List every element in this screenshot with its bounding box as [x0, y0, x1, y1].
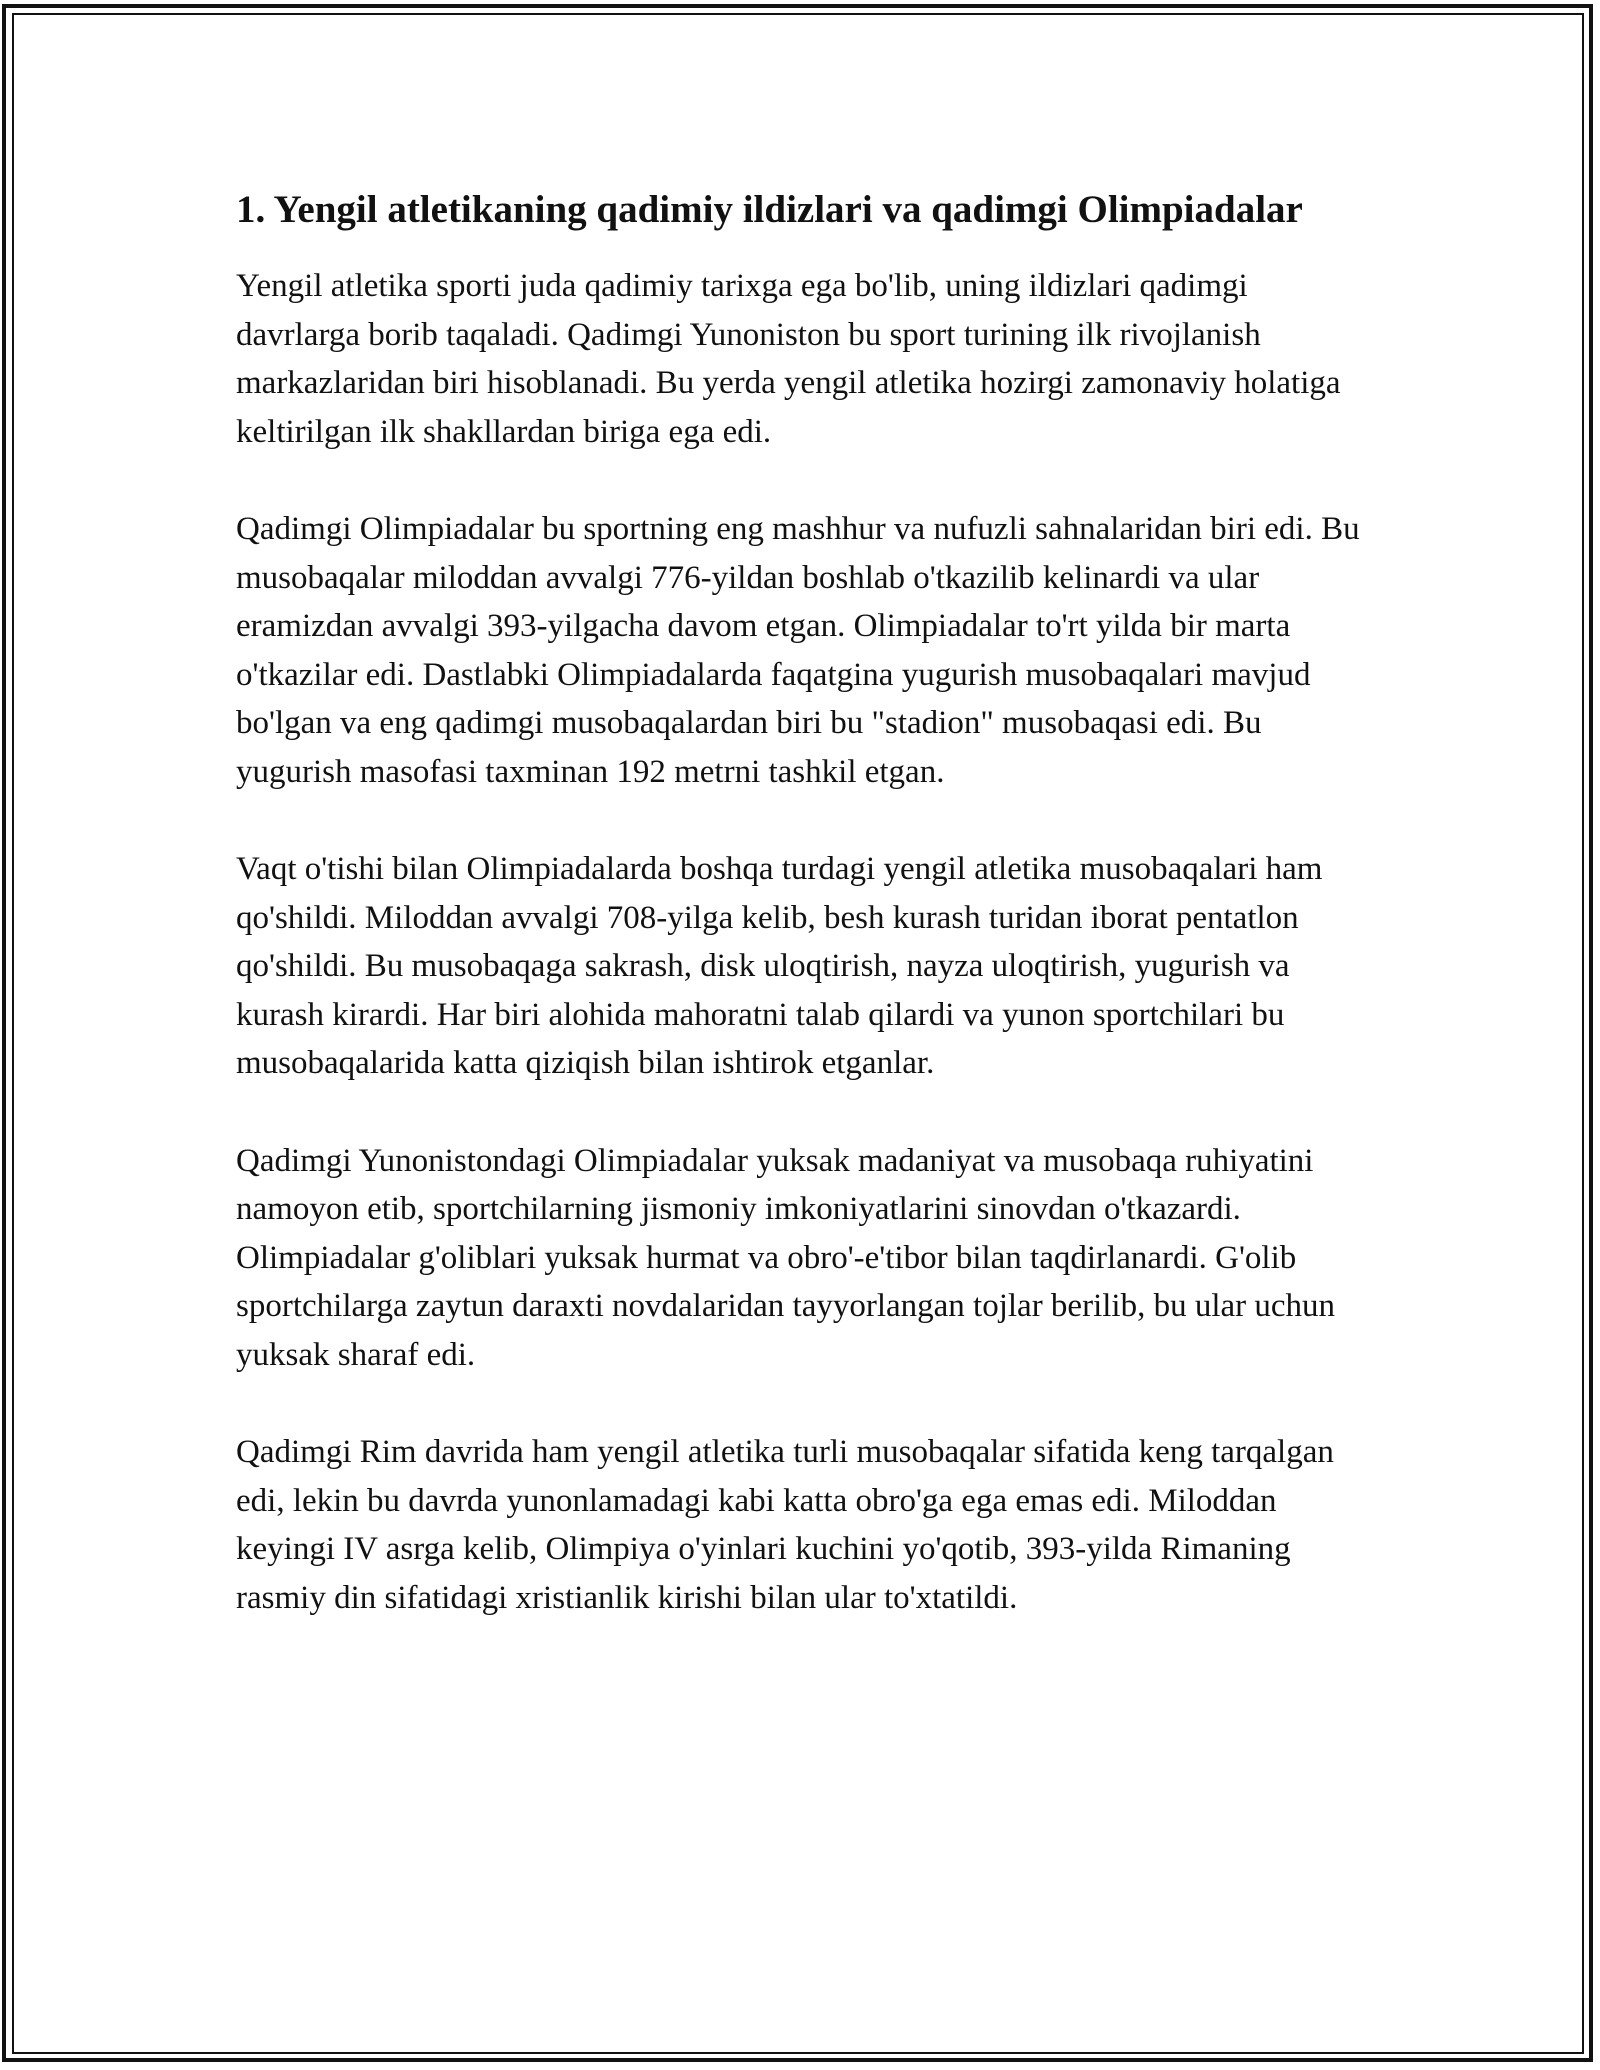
document-body — [236, 183, 1376, 1671]
paragraph-1: Yengil atletika sporti juda qadimiy tarixga ega bo'lib, uning ildizlari qadimgi davrlarga borib taqaladi. Qadimgi Yunoniston bu sport turining ilk rivojlanish markazlaridan biri hisoblanadi. Bu yerda yengil atletika hozirgi zamonaviy holatiga keltirilgan ilk shakllardan biriga ega edi. — [236, 268, 1341, 450]
paragraph-2: Qadimgi Olimpiadalar bu sportning eng mashhur va nufuzli sahnalaridan biri edi. Bu musobaqalar miloddan avvalgi 776-yildan boshlab o'tkazilib kelinardi va ular eramizdan avvalgi 393-yilgacha davom etgan. Olimpiadalar to'rt yilda bir marta o'tkazilar edi. Dastlabki Olimpiadalarda faqatgina yugurish musobaqalari mavjud bo'lgan va eng qadimgi musobaqalardan biri bu "stadion" musobaqasi edi. Bu yugurish masofasi taxminan 192 metrni tashkil etgan. — [236, 511, 1360, 790]
paragraph-5: Qadimgi Rim davrida ham yengil atletika turli musobaqalar sifatida keng tarqalgan edi, lekin bu davrda yunonlamadagi kabi katta obro'ga ega emas edi. Miloddan keyingi IV asrga kelib, Olimpiya o'yinlari kuchini yo'qotib, 393-yilda Rimaning rasmiy din sifatidagi xristianlik kirishi bilan ular to'xtatildi. — [236, 1434, 1334, 1616]
section-title: 1. Yengil atletikaning qadimiy ildizlari va qadimgi Olimpiadalar — [236, 188, 1303, 231]
paragraph-3: Vaqt o'tishi bilan Olimpiadalarda boshqa turdagi yengil atletika musobaqalari ham qo'shildi. Miloddan avvalgi 708-yilga kelib, besh kurash turidan iborat pentatlon qo'shildi. Bu musobaqaga sakrash, disk uloqtirish, nayza uloqtirish, yugurish va kurash kirardi. Har biri alohida mahoratni talab qilardi va yunon sportchilari bu musobaqalarida katta qiziqish bilan ishtirok etganlar. — [236, 851, 1323, 1081]
paragraph-4: Qadimgi Yunonistondagi Olimpiadalar yuksak madaniyat va musobaqa ruhiyatini namoyon etib, sportchilarning jismoniy imkoniyatlarini sinovdan o'tkazardi. Olimpiadalar g'oliblari yuksak hurmat va obro'-e'tibor bilan taqdirlanardi. G'olib sportchilarga zaytun daraxti novdalaridan tayyorlangan tojlar berilib, bu ular uchun yuksak sharaf edi. — [236, 1142, 1336, 1373]
